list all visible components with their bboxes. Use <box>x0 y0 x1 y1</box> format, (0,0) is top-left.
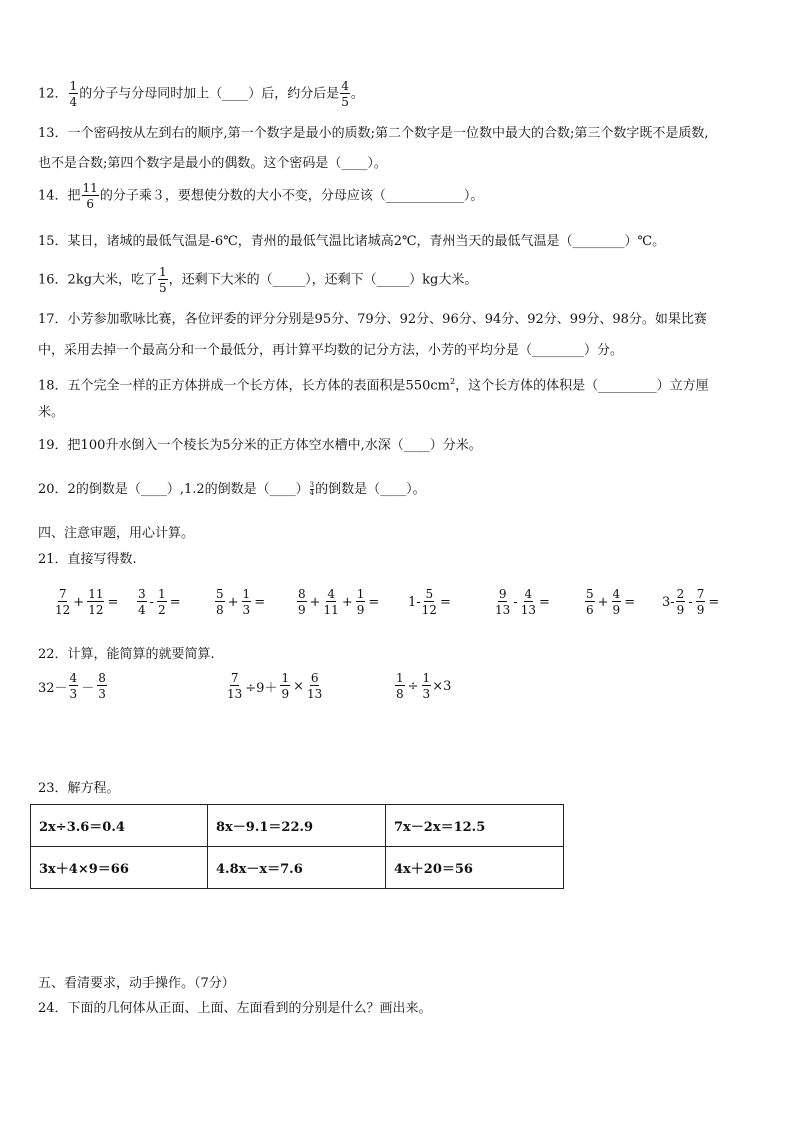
equation-cell: 8x－9.1＝22.9 <box>208 805 386 847</box>
question-22-title: 22．计算，能简算的就要简算. <box>38 647 215 662</box>
equation-cell: 4.8x－x＝7.6 <box>208 847 386 889</box>
q21-item-7: $\frac{5}{6}$ + $\frac{4}{9}$ = <box>586 587 636 617</box>
equation-cell: 2x÷3.6＝0.4 <box>31 805 208 847</box>
section-5-title: 五、看清要求，动手操作。（7分） <box>38 976 235 991</box>
question-19: 19．把100升水倒入一个棱长为5分米的正方体空水槽中,水深（____）分米。 <box>38 438 482 453</box>
q12-fraction-1: $\frac{1}{4}$ <box>69 79 78 109</box>
section-4-title: 四、注意审题，用心计算。 <box>38 526 195 541</box>
question-20: 20．2的倒数是（____）,1.2的倒数是（____） $\frac{3}{4}$ 的倒数是（____）。 <box>38 481 426 497</box>
question-15: 15．某日，诸城的最低气温是-6℃，青州的最低气温比诸城高2℃，青州当天的最低气温是（________）℃。 <box>38 234 666 249</box>
q21-item-5: 1- $\frac{5}{12}$ = <box>408 587 451 617</box>
question-23-title: 23．解方程。 <box>38 781 120 796</box>
q21-item-6: $\frac{9}{13}$ - $\frac{4}{13}$ = <box>495 587 550 617</box>
question-14: 14．把 $\frac{11}{6}$ 的分子乘３，要想使分数的大小不变，分母应该（____________）。 <box>38 181 484 211</box>
q22-expression-2: $\frac{7}{13}$ ÷9＋ $\frac{1}{9}$ × $\frac{6}{13}$ <box>227 671 323 701</box>
question-18-line-1: 18．五个完全一样的正方体拼成一个长方体，长方体的表面积是$550cm^2$，这个长方体的体积是（_________）立方厘 <box>38 377 709 394</box>
q21-item-3: $\frac{5}{8}$ + $\frac{1}{3}$ = <box>216 587 266 617</box>
q14-fraction: $\frac{11}{6}$ <box>82 181 98 211</box>
q20-fraction: $\frac{3}{4}$ <box>309 481 315 497</box>
question-18-line-2: 米。 <box>38 405 65 420</box>
question-12: 12． $\frac{1}{4}$ 的分子与分母同时加上（____）后，约分后是 $\frac{4}{5}$ 。 <box>38 79 364 109</box>
question-21-title: 21．直接写得数. <box>38 552 137 567</box>
equation-cell: 4x＋20＝56 <box>386 847 564 889</box>
q22-expression-3: $\frac{1}{8}$ ÷ $\frac{1}{3}$ ×3 <box>396 671 452 701</box>
question-17-line-2: 中，采用去掉一个最高分和一个最低分，再计算平均数的记分方法，小芳的平均分是（________）分。 <box>38 343 624 358</box>
q22-expression-1: 32－ $\frac{4}{3}$ － $\frac{8}{3}$ <box>38 671 106 701</box>
table-row <box>31 805 564 847</box>
q21-item-4: $\frac{8}{9}$ + $\frac{4}{11}$ + $\frac{1}{9}$ = <box>298 587 380 617</box>
q21-item-1: $\frac{7}{12}$ + $\frac{11}{12}$ = <box>55 587 119 617</box>
equation-table <box>30 804 564 889</box>
question-24: 24．下面的几何体从正面、上面、左面看到的分别是什么？画出来。 <box>38 1001 432 1016</box>
question-16: 16．2kg大米，吃了 $\frac{1}{5}$ ，还剩下大米的（_____），还剩下（_____）kg大米。 <box>38 265 478 295</box>
equation-cell: 7x－2x＝12.5 <box>386 805 564 847</box>
q16-fraction: $\frac{1}{5}$ <box>159 265 167 295</box>
question-13-line-1: 13．一个密码按从左到右的顺序,第一个数字是最小的质数;第二个数字是一位数中最大的合数;第三个数字既不是质数, <box>38 126 709 141</box>
q12-fraction-2: $\frac{4}{5}$ <box>341 79 349 109</box>
q12-number: 12． <box>38 86 68 102</box>
table-row <box>31 847 564 889</box>
question-13-line-2: 也不是合数;第四个数字是最小的偶数。这个密码是（____）。 <box>38 156 387 171</box>
q12-text: 的分子与分母同时加上（____）后，约分后是 <box>79 86 340 102</box>
equation-cell: 3x＋4×9＝66 <box>31 847 208 889</box>
q21-item-2: $\frac{3}{4}$ - $\frac{1}{2}$ = <box>138 587 181 617</box>
question-17-line-1: 17．小芳参加歌咏比赛，各位评委的评分分别是95分、79分、92分、96分、94分、92分、99分、98分。如果比赛 <box>38 312 707 327</box>
q21-item-8: 3- $\frac{2}{9}$ - $\frac{7}{9}$ = <box>662 587 720 617</box>
